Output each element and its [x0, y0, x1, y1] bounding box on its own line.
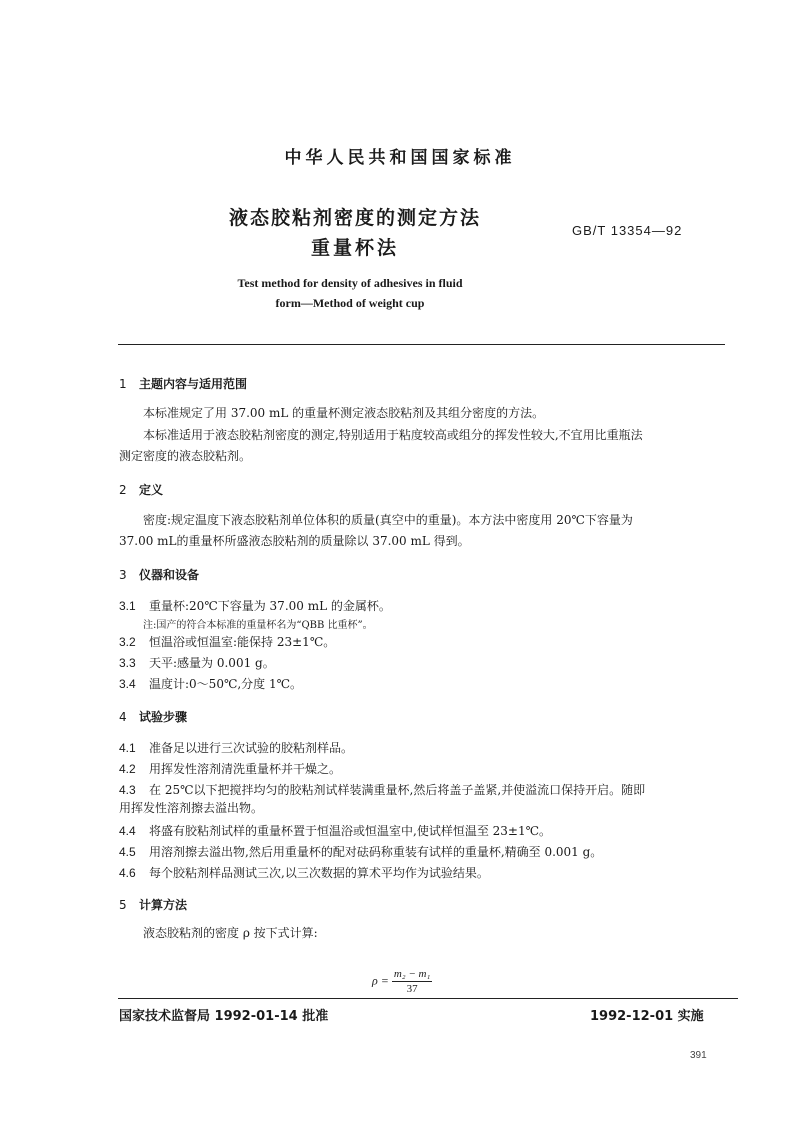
section-4-number: 4 — [119, 710, 127, 724]
item-4-2: 4.2 用挥发性溶剂清洗重量杯并干燥之。 — [119, 762, 342, 776]
section-1-para-2b: 测定密度的液态胶粘剂。 — [119, 449, 252, 463]
section-5-number: 5 — [119, 898, 127, 912]
item-4-3-continuation: 用挥发性溶剂擦去溢出物。 — [119, 801, 264, 815]
section-2-para-1b: 37.00 mL的重量杯所盛液态胶粘剂的质量除以 37.00 mL 得到。 — [119, 534, 470, 548]
item-4-4: 4.4 将盛有胶粘剂试样的重量杯置于恒温浴或恒温室中,使试样恒温至 23±1℃。 — [119, 824, 552, 838]
section-1-para-1: 本标准规定了用 37.00 mL 的重量杯测定液态胶粘剂及其组分密度的方法。 — [143, 406, 545, 420]
formula-denominator: 37 — [406, 983, 418, 995]
section-5-para-1: 液态胶粘剂的密度 ρ 按下式计算: — [143, 926, 318, 940]
section-2-heading — [119, 481, 163, 498]
implementation-date: 1992-12-01 实施 — [590, 1009, 704, 1024]
item-3-3: 3.3 天平:感量为 0.001 g。 — [119, 656, 275, 670]
section-3-title: 仪器和设备 — [139, 568, 200, 582]
item-3-2: 3.2 恒温浴或恒温室:能保持 23±1℃。 — [119, 635, 336, 649]
section-2-number: 2 — [119, 483, 127, 497]
section-1-title: 主题内容与适用范围 — [139, 377, 248, 391]
section-1-number: 1 — [119, 377, 127, 391]
formula-lhs: ρ = — [372, 973, 389, 988]
section-2-title: 定义 — [139, 483, 164, 497]
density-formula — [372, 968, 432, 995]
section-5-heading — [119, 896, 187, 913]
section-3-number: 3 — [119, 568, 127, 582]
section-3-heading — [119, 566, 199, 583]
item-3-1: 3.1 重量杯:20℃下容量为 37.00 mL 的金属杯。 — [119, 599, 391, 613]
issuing-organization: 中华人民共和国国家标准 — [284, 148, 516, 168]
english-title-line1: Test method for density of adhesives in fluid — [237, 276, 463, 290]
formula-fraction — [392, 968, 432, 995]
page-number: 391 — [690, 1050, 707, 1061]
section-5-title: 计算方法 — [139, 898, 188, 912]
english-title-line2: form—Method of weight cup — [275, 296, 425, 310]
approval-date: 国家技术监督局 1992-01-14 批准 — [119, 1009, 329, 1024]
footer-divider — [118, 998, 738, 999]
document-title: 液态胶粘剂密度的测定方法 — [228, 207, 481, 229]
item-4-6: 4.6 每个胶粘剂样品测试三次,以三次数据的算术平均作为试验结果。 — [119, 866, 489, 880]
item-3-4: 3.4 温度计:0～50℃,分度 1℃。 — [119, 677, 303, 691]
item-4-1: 4.1 准备足以进行三次试验的胶粘剂样品。 — [119, 741, 354, 755]
section-1-para-2a: 本标准适用于液态胶粘剂密度的测定,特别适用于粘度较高或组分的挥发性较大,不宜用比重瓶法 — [143, 428, 643, 442]
section-1-heading — [119, 375, 247, 392]
document-subtitle: 重量杯法 — [310, 237, 399, 259]
header-divider — [118, 344, 725, 345]
section-2-para-1a: 密度:规定温度下液态胶粘剂单位体积的质量(真空中的重量)。本方法中密度用 20℃下容量为 — [143, 513, 633, 527]
item-4-5: 4.5 用溶剂擦去溢出物,然后用重量杯的配对砝码称重装有试样的重量杯,精确至 0.001 g。 — [119, 845, 603, 859]
section-4-heading — [119, 708, 187, 725]
formula-numerator: m₂ − m₁ — [393, 968, 431, 980]
section-4-title: 试验步骤 — [139, 710, 188, 724]
section-3-note: 注:国产的符合本标准的重量杯名为“QBB 比重杯”。 — [143, 620, 373, 631]
item-4-3: 4.3 在 25℃以下把搅拌均匀的胶粘剂试样装满重量杯,然后将盖子盖紧,并使溢流口保持开启。随即 — [119, 783, 646, 797]
standard-code: GB/T 13354—92 — [572, 223, 683, 238]
